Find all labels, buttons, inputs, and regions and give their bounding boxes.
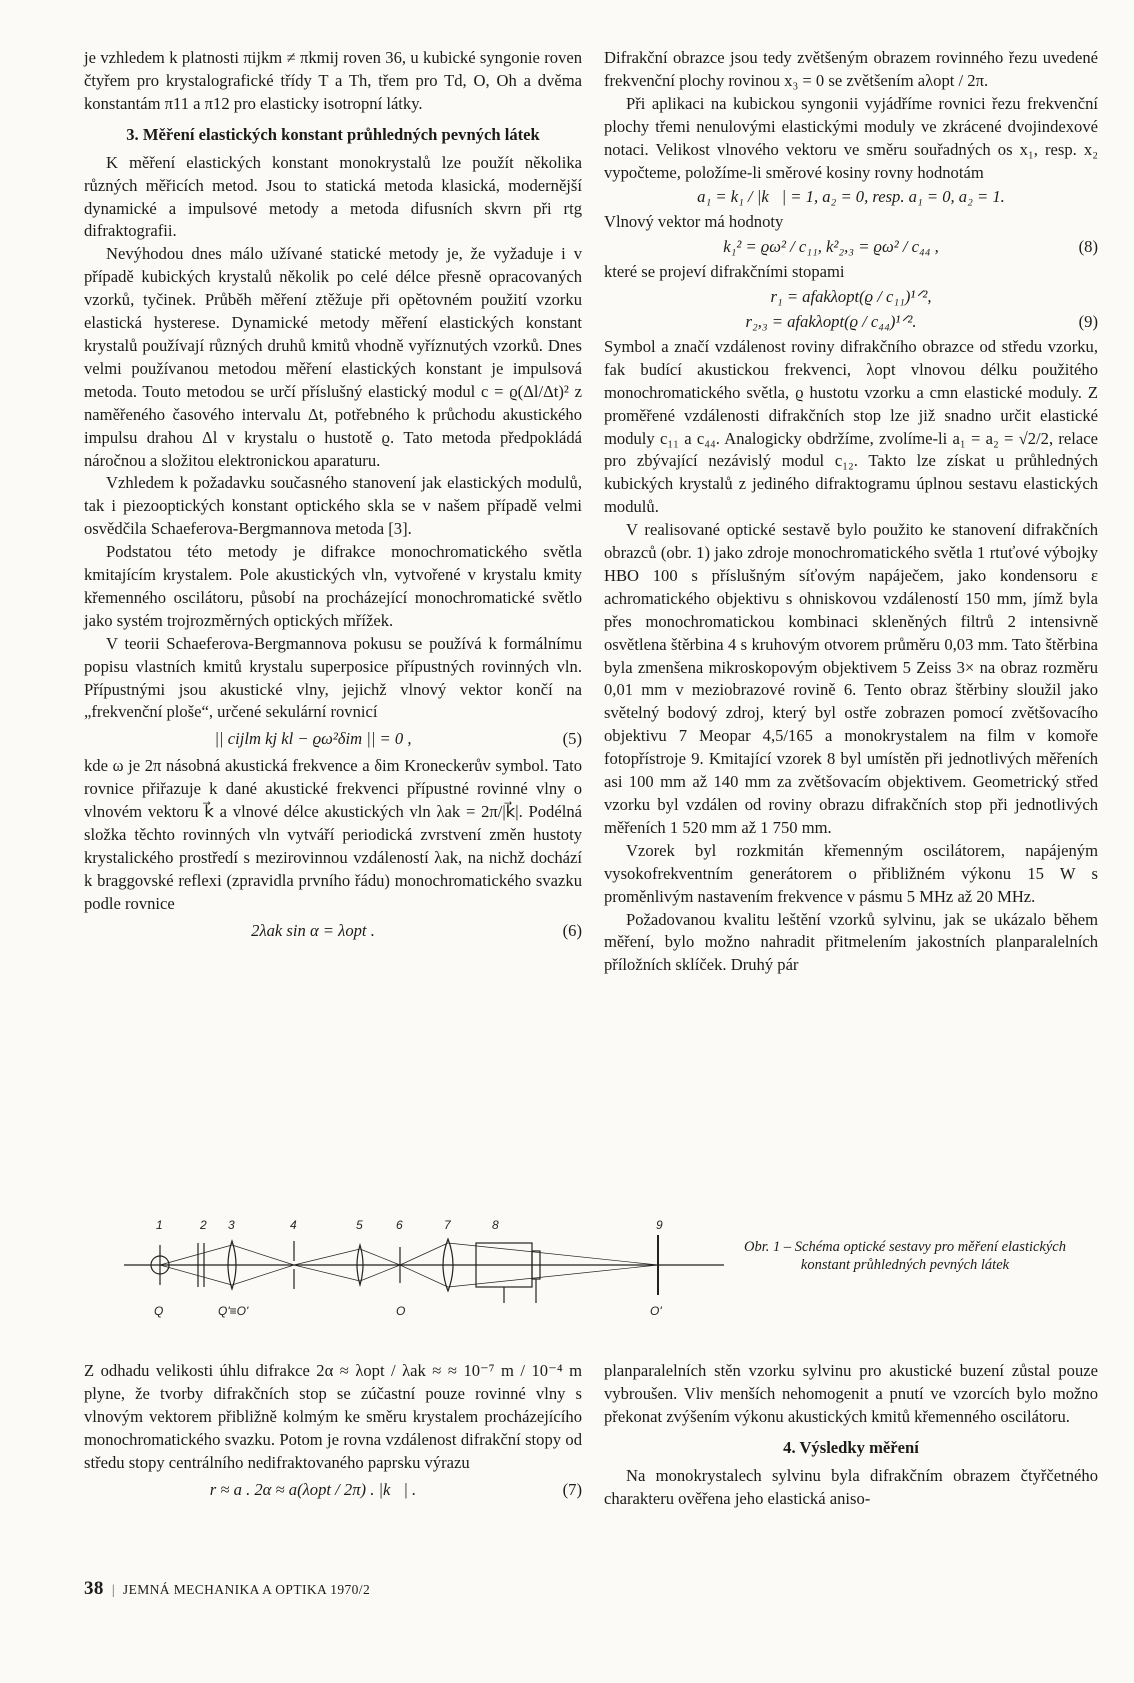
equation-number: (7) xyxy=(562,1479,582,1499)
light-ray xyxy=(294,1249,360,1265)
light-ray xyxy=(448,1265,658,1287)
equation-9 xyxy=(604,311,1098,334)
equation-direction-cosines: a₁ = k₁ / |k⃗| = 1, a₂ = 0, resp. a₁ = 0, a₂ = 1. xyxy=(697,187,1005,207)
component-label: 3 xyxy=(228,1218,235,1232)
paragraph: Podstatou této metody je difrakce monochromatického světla kmitajícím krystalem. Pole akustických vln, vytvořené v krystalu kmity křemenného oscilátoru, působí na procházející monochromatické světlo jako systém trojrozměrných optických mřížek. xyxy=(84,542,582,630)
paragraph: V teorii Schaeferova-Bergmannova pokusu se používá k formálnímu popisu vlastních kmitů krystalu superposice přípustných rovinných vln. Přípustnými jsou akustické vlny, jejichž vlnový vektor končí na „frekvenční ploše“, určené sekulární rovnicí xyxy=(84,633,582,722)
plane-label: O xyxy=(396,1304,406,1318)
light-ray xyxy=(294,1265,360,1281)
right-column-bottom xyxy=(604,1360,1098,1511)
equation-number: (9) xyxy=(1078,311,1098,331)
light-ray xyxy=(360,1265,400,1281)
equation-expression: k₁² = ϱω² / c₁₁, k²₂,₃ = ϱω² / c₄₄ , xyxy=(723,237,939,257)
light-ray xyxy=(232,1265,294,1285)
paragraph: Požadovanou kvalitu leštění vzorků sylvinu, jak se ukázalo během měření, bylo možno nahradit přitmelením jakostních planparalelních příložních sklíček. Druhý pár xyxy=(604,909,1098,975)
plane-label: O' xyxy=(650,1304,662,1318)
light-ray xyxy=(400,1243,448,1265)
light-ray xyxy=(360,1249,400,1265)
paragraph: Difrakční obrazce jsou tedy zvětšeným obrazem rovinného řezu uvedené frekvenční plochy rovinou x₃ = 0 se zvětšením aλopt / 2π. xyxy=(604,48,1098,90)
paragraph: Na monokrystalech sylvinu byla difrakčním obrazem čtyřčetného charakteru ověřena jeho elastická aniso- xyxy=(604,1465,1098,1508)
paragraph: Vlnový vektor má hodnoty xyxy=(604,212,784,232)
paragraph: Nevýhodou dnes málo užívané statické metody je, že vyžaduje i v případě kubických krystalů několik po celé délce přesně opracovaných vzorků, tyčinek. Průběh měření ztěžuje při opětovném použití vzorku elastická hysterese. Dynamické metody měření elastických konstant krystalů používají různých druhů kmitů vhodně vyříznutých vzorků. Dnes velmi používanou metodou měření elastických konstant je impulsová metoda. Touto metodou se určí příslušný elastický modul c = ϱ(Δl/Δt)² z naměřeného časového intervalu Δt, potřebného k průchodu akustického impulsu drahou Δl v krystalu o hustotě ϱ. Tato metoda předpokládá náročnou a složitou elektronickou aparaturu. xyxy=(84,244,582,470)
page-number: 38 xyxy=(84,1578,104,1599)
equation-5 xyxy=(84,728,582,751)
paragraph: planparalelních stěn vzorku sylvinu pro akustické buzení zůstal pouze vybroušen. Vliv menších nehomogenit a pnutí ve vzorcích bylo možno překonat zvýšením výkonu akustických kmitů křemenného oscilátoru. xyxy=(604,1361,1098,1426)
paragraph: je vzhledem k platnosti πijkm ≠ πkmij roven 36, u kubické syngonie roven čtyřem pro krystalografické třídy T a Th, třem pro Td, O, Oh a dvěma konstantám π11 a π12 pro elasticky isotropní látky. xyxy=(84,48,582,113)
section-heading-3: 3. Měření elastických konstant průhledných pevných látek xyxy=(126,124,540,144)
equation-number: (6) xyxy=(562,920,582,940)
paragraph: Při aplikaci na kubickou syngonii vyjádříme rovnici řezu frekvenční plochy třemi nenulovými elastickými moduly ve zkrácené dvojindexové notaci. Velikost vlnového vektoru ve směru souřadných os x₁, resp. x₂ vypočteme, položíme-li směrové kosiny rovny hodnotám xyxy=(604,93,1098,182)
light-ray xyxy=(448,1243,658,1265)
journal-name: JEMNÁ MECHANIKA A OPTIKA 1970/2 xyxy=(122,1582,371,1597)
paragraph: K měření elastických konstant monokrystalů lze použít několika různých měřicích metod. Jsou to statická metoda klasická, modernější dynamické a impulsové metody a metoda difusních skvrn při rtg difraktografii. xyxy=(84,152,582,241)
equation-expression: 2λak sin α = λopt . xyxy=(251,920,375,940)
optical-setup-diagram xyxy=(84,1215,734,1335)
component-label: 8 xyxy=(492,1218,499,1232)
paragraph: Symbol a značí vzdálenost roviny difrakčního obrazce od středu vzorku, fak budící akustickou frekvenci, λopt vlnovou délku použitého monochromatického světla, ϱ hustotu vzorku a cmn elastické moduly. Z proměřené vzdálenosti difrakčních stop lze již snadno určit elastické moduly c₁₁ a c₄₄. Analogicky obdržíme, zvolíme-li a₁ = a₂ = √2/2, relace pro zbývající nezávislý modul c₁₂. Takto lze získat u průhledných kubických krystalů z jediného difraktogramu úplnou sestavu elastických modulů. xyxy=(604,336,1098,517)
page-footer xyxy=(84,1578,370,1600)
equation-expression: r ≈ a . 2α ≈ a(λopt / 2π) . |k⃗| . xyxy=(209,1479,417,1499)
paragraph: Vzorek byl rozkmitán křemenným oscilátorem, napájeným vysokofrekventním generátorem o přibližném výkonu 15 W s proměnlivým nastavením frekvence v pásmu 5 MHz až 20 MHz. xyxy=(604,840,1098,906)
component-label: 2 xyxy=(200,1218,207,1232)
paragraph: Vzhledem k požadavku současného stanovení jak elastických modulů, tak i piezooptických konstant optického skla se v našem případě velmi osvědčila Schaeferova-Bergmannova metoda [3]. xyxy=(84,473,582,539)
component-label: 1 xyxy=(156,1218,163,1232)
footer-separator: | xyxy=(111,1582,115,1597)
light-ray xyxy=(160,1245,232,1265)
equation-number: (8) xyxy=(1078,237,1098,257)
figure-caption: Obr. 1 – Schéma optické sestavy pro měření elastických konstant průhledných pevných látek xyxy=(744,1239,1066,1273)
left-column-bottom xyxy=(84,1360,582,1505)
plane-label: Q'≡O' xyxy=(218,1304,249,1318)
light-ray xyxy=(400,1265,448,1287)
plane-label: Q xyxy=(154,1304,164,1318)
paragraph: které se projeví difrakčními stopami xyxy=(604,262,845,282)
equation-expression: || cijlm kj kl − ϱω²δim || = 0 , xyxy=(214,729,412,749)
paragraph: Z odhadu velikosti úhlu difrakce 2α ≈ λopt / λak ≈ ≈ 10⁻⁷ m / 10⁻⁴ m plyne, že tvorby difrakčních stop se zúčastní pouze rovinné vlny s vlnovým vektorem přibližně kolmým ke směru krystalem procházejícího monochromatického svazku. Potom je rovna vzdálenost difrakční stopy od středu stopy centrálního nedifraktovaného paprsku výrazu xyxy=(84,1361,582,1472)
component-label: 6 xyxy=(396,1218,403,1232)
component-label: 9 xyxy=(656,1218,663,1232)
component-label: 4 xyxy=(290,1218,297,1232)
paragraph: V realisované optické sestavě bylo použito ke stanovení difrakčních obrazců (obr. 1) jako zdroje monochromatického světla 1 rtuťové výbojky HBO 100 s příslušným síťovým napáječem, jako kondensoru ε achromatického objektivu s ohniskovou vzdáleností 150 mm, jímž byla přes monochromatickou kombinaci skleněných filtrů 2 intensivně osvětlena štěrbina 4 s kruhovým otvorem průměru 0,03 mm. Tato štěrbina byla zmenšena mikroskopovým objektivem 5 Zeiss 3× na obraz rozměru 0,01 mm v meziobrazové rovině 6. Tento obraz štěrbiny sloužil jako světelný bodový zdroj, který byl ostře zobrazen pomocí zvětšovacího objektivu 7 Meopar 4,5/165 a monokrystalem na film v komoře fotopřístroje 9. Kmitající vzorek 8 byl umístěn při jednotlivých měřeních asi 100 mm až 140 mm za zvětšovacím objektivem. Geometrický střed vzorku byl vzdálen od roviny obrazu difrakčních stop při jednotlivých měřeních 1 520 mm až 1 750 mm. xyxy=(604,520,1098,837)
section-heading-4: 4. Výsledky měření xyxy=(783,1437,919,1457)
equation-expression: r₂,₃ = afakλopt(ϱ / c₄₄)¹ᐟ². xyxy=(745,311,917,331)
component-label: 7 xyxy=(444,1218,451,1232)
equation-6 xyxy=(84,920,582,943)
left-column-top xyxy=(84,47,582,947)
light-ray xyxy=(232,1245,294,1265)
paragraph: kde ω je 2π násobná akustická frekvence a δim Kroneckerův symbol. Tato rovnice přiřazuje k dané akustické frekvenci přípustné rovinné vlny o vlnovém vektoru k⃗ a vlnové délce akustických vln λak = 2π/|k⃗|. Podélná složka těchto rovinných vln vytváří periodická zvrstvení změn hustoty krystalického prostředí s mezirovinnou vzdáleností λak, na nichž dochází k braggovské reflexi (zpravidla prvního řádu) monochromatického svazku podle rovnice xyxy=(84,756,582,913)
component-label: 5 xyxy=(356,1218,363,1232)
right-column-top xyxy=(604,47,1098,977)
equation-number: (5) xyxy=(562,729,582,749)
light-ray xyxy=(160,1265,232,1285)
equation-9a: r₁ = afakλopt(ϱ / c₁₁)¹ᐟ², xyxy=(770,287,932,307)
figure-optical-setup xyxy=(84,1215,734,1335)
equation-7 xyxy=(84,1479,582,1502)
equation-8 xyxy=(604,236,1098,259)
